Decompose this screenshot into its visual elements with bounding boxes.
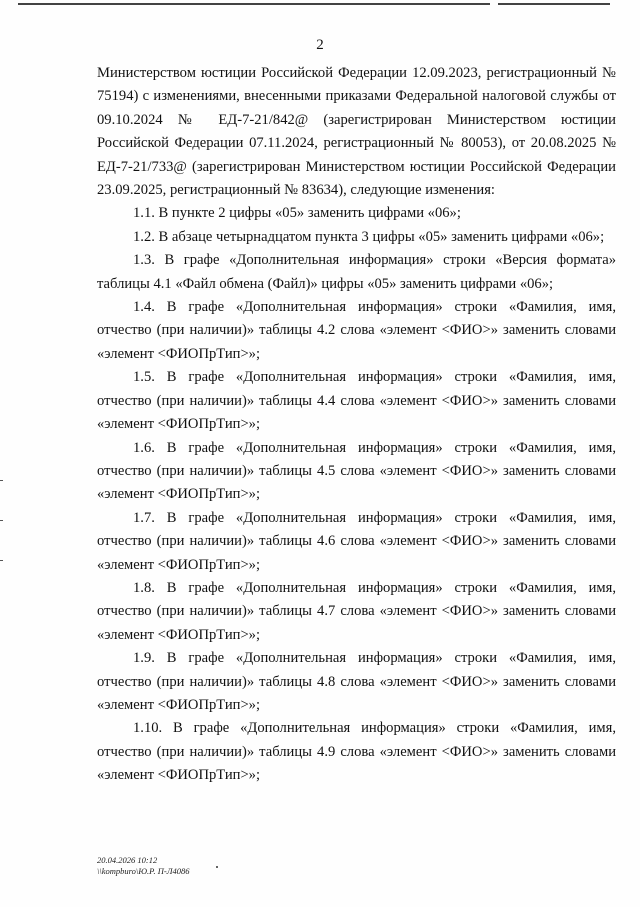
list-item: 1.4. В графе «Дополнительная информация» строки «Фамилия, имя, отчество (при наличии)» таблицы 4.2 слова «элемент <ФИО>» заменить словами «элемент <ФИОПрТип>»; xyxy=(97,299,616,362)
footer-timestamp: 20.04.2026 10:12 xyxy=(97,855,158,865)
margin-mark xyxy=(0,520,3,521)
list-item: 1.9. В графе «Дополнительная информация» строки «Фамилия, имя, отчество (при наличии)» таблицы 4.8 слова «элемент <ФИО>» заменить словами «элемент <ФИОПрТип>»; xyxy=(97,650,616,713)
list-item: 1.6. В графе «Дополнительная информация» строки «Фамилия, имя, отчество (при наличии)» таблицы 4.5 слова «элемент <ФИО>» заменить словами «элемент <ФИОПрТип>»; xyxy=(97,439,616,503)
scan-edge-line xyxy=(18,3,490,5)
list-item: 1.5. В графе «Дополнительная информация» строки «Фамилия, имя, отчество (при наличии)» таблицы 4.4 слова «элемент <ФИО>» заменить словами «элемент <ФИОПрТип>»; xyxy=(97,369,616,433)
list-item: 1.2. В абзаце четырнадцатом пункта 3 цифры «05» заменить цифрами «06»; xyxy=(133,228,605,245)
scan-dot xyxy=(216,866,218,868)
footer-file-path: \\kompburo\Ю.Р. П-Л4086 xyxy=(97,866,190,876)
page-number: 2 xyxy=(316,37,324,53)
margin-mark xyxy=(0,560,3,561)
list-item: 1.8. В графе «Дополнительная информация» строки «Фамилия, имя, отчество (при наличии)» таблицы 4.7 слова «элемент <ФИО>» заменить словами «элемент <ФИОПрТип>»; xyxy=(97,579,616,643)
document-footer xyxy=(97,855,189,877)
margin-mark xyxy=(0,480,3,481)
list-item: 1.10. В графе «Дополнительная информация» строки «Фамилия, имя, отчество (при наличии)» таблицы 4.9 слова «элемент <ФИО>» заменить словами «элемент <ФИОПрТип>»; xyxy=(97,720,616,784)
document-body xyxy=(97,62,616,788)
scan-edge-line xyxy=(498,3,610,5)
list-item: 1.7. В графе «Дополнительная информация» строки «Фамилия, имя, отчество (при наличии)» таблицы 4.6 слова «элемент <ФИО>» заменить словами «элемент <ФИОПрТип>»; xyxy=(97,509,616,573)
intro-paragraph: Министерством юстиции Российской Федерации 12.09.2023, регистрационный № 75194) с изменениями, внесенными приказами Федеральной налоговой службы от 09.10.2024 № ЕД-7-21/842@ (зарегистрирован Министерством юстиции Российской Федерации 07.11.2024, регистрационный № 80053), от 20.08.2025 № ЕД-7-21/733@ (зарегистрирован Министерством юстиции Российской Федерации 23.09.2025, регистрационный № 83634), следующие изменения: xyxy=(97,65,616,199)
list-item: 1.1. В пункте 2 цифры «05» заменить цифрами «06»; xyxy=(133,205,461,222)
list-item: 1.3. В графе «Дополнительная информация» строки «Версия формата» таблицы 4.1 «Файл обмена (Файл)» цифры «05» заменить цифрами «06»; xyxy=(97,252,616,292)
